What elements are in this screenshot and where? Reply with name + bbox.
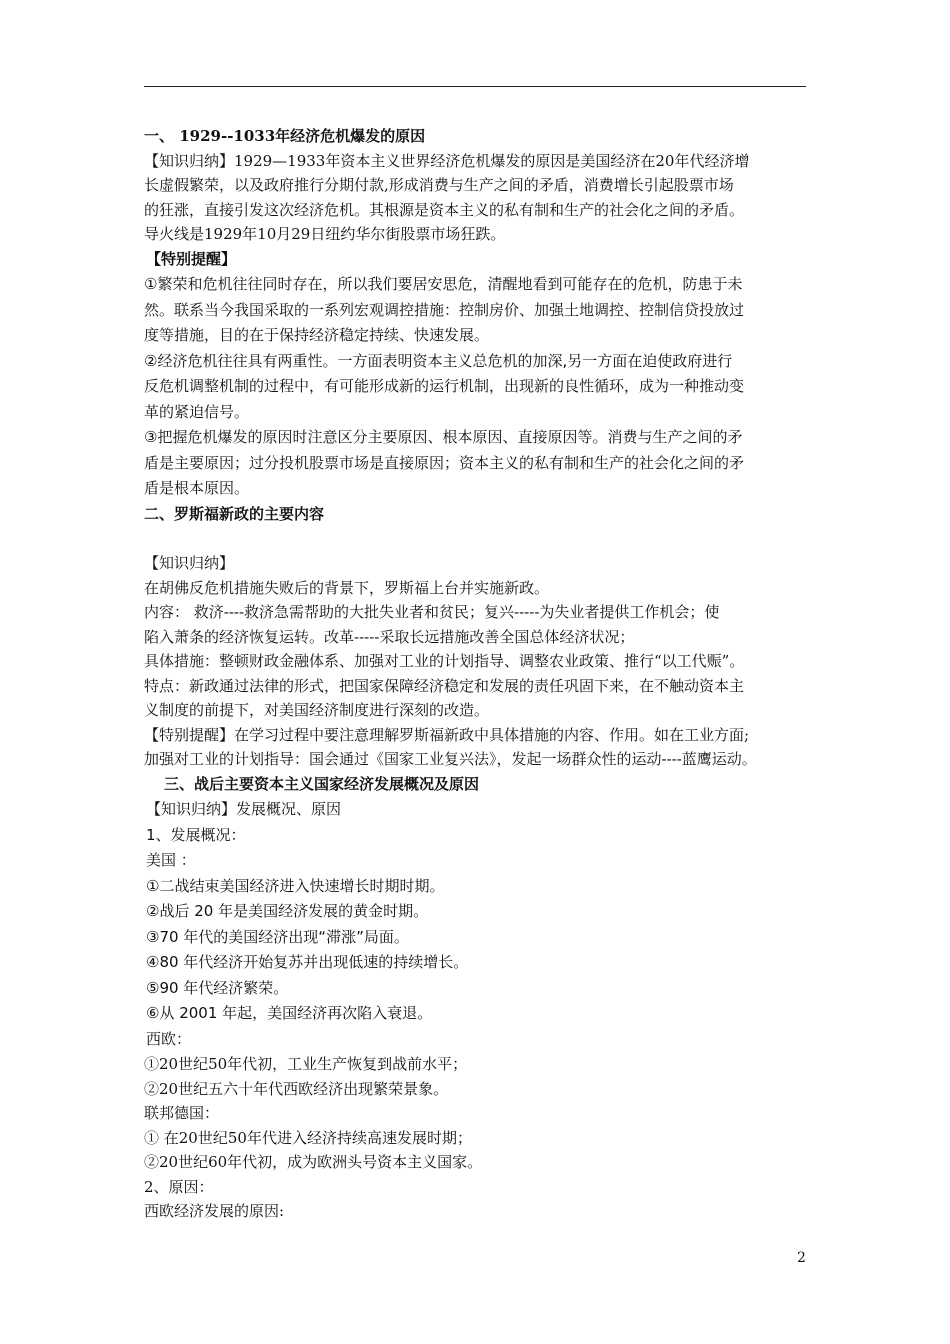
section-1-reminder-line: 盾是根本原因。 — [144, 479, 250, 497]
section-2-line: 特点：新政通过法律的形式，把国家保障经济稳定和发展的责任巩固下来，在不触动资本主 — [144, 676, 745, 695]
section-1-reminder-line: 度等措施，目的在于保持经济稳定持续、快速发展。 — [144, 326, 490, 344]
section-2-line: 内容： 救济----救济急需帮助的大批失业者和贫民；复兴-----为失业者提供工作机会；使 — [144, 603, 720, 621]
section-2-line: 义制度的前提下，对美国经济制度进行深刻的改造。 — [144, 701, 490, 719]
section-2-line: 【特别提醒】在学习过程中要注意理解罗斯福新政中具体措施的内容、作用。如在工业方面; — [144, 725, 750, 744]
section-3-heading: 三、战后主要资本主义国家经济发展概况及原因 — [164, 774, 480, 793]
section-1-reminder-line: 反危机调整机制的过程中，有可能形成新的运行机制，出现新的良性循环，成为一种推动变 — [144, 377, 745, 395]
document-body — [144, 124, 824, 1224]
section-3-line: ④80 年代经济开始复苏并出现低速的持续增长。 — [146, 953, 469, 971]
section-2-line: 具体措施：整顿财政金融体系、加强对工业的计划指导、调整农业政策、推行“以工代赈”。 — [144, 652, 745, 670]
section-1-reminder-line: ③把握危机爆发的原因时注意区分主要原因、根本原因、直接原因等。消费与生产之间的矛 — [144, 428, 743, 446]
section-1-reminder-line: 革的紧迫信号。 — [144, 402, 250, 421]
page-number: 2 — [797, 1250, 806, 1266]
section-1-line: 导火线是1929年10月29日纽约华尔街股票市场狂跌。 — [144, 225, 506, 243]
section-2-heading: 二、罗斯福新政的主要内容 — [144, 504, 325, 523]
section-3-line: ②20世纪五六十年代西欧经济出现繁荣景象。 — [144, 1079, 449, 1098]
section-3-line: ⑤90 年代经济繁荣。 — [146, 978, 289, 997]
section-3-line: ②战后 20 年是美国经济发展的黄金时期。 — [146, 902, 429, 920]
section-1-reminder-title: 【特别提醒】 — [146, 249, 237, 268]
section-3-line: ⑥从 2001 年起，美国经济再次陷入衰退。 — [146, 1004, 433, 1022]
section-1-line: 【知识归纳】1929—1933年资本主义世界经济危机爆发的原因是美国经济在20年代经济增 — [144, 151, 750, 170]
section-3-line: ②20世纪60年代初，成为欧洲头号资本主义国家。 — [144, 1153, 483, 1171]
section-1-heading: 一、 1929--1033年经济危机爆发的原因 — [144, 127, 426, 145]
section-3-line: 美国 ： — [146, 851, 196, 869]
section-1-reminder-line: 然。联系当今我国采取的一系列宏观调控措施：控制房价、加强土地调控、控制信贷投放过 — [144, 300, 745, 319]
section-3-line: ①二战结束美国经济进入快速增长时期时期。 — [146, 876, 445, 895]
section-3-line: 1、发展概况： — [146, 825, 246, 844]
section-3-line: 2、原因： — [144, 1177, 214, 1196]
section-3-line: 联邦德国： — [144, 1104, 220, 1122]
section-3-line: ③70 年代的美国经济出现“滞涨”局面。 — [146, 927, 409, 946]
section-1-line: 长虚假繁荣，以及政府推行分期付款,形成消费与生产之间的矛盾，消费增长引起股票市场 — [144, 176, 734, 194]
section-2-line: 在胡佛反危机措施失败后的背景下，罗斯福上台并实施新政。 — [144, 578, 550, 597]
section-3-line: 西欧经济发展的原因: — [144, 1202, 285, 1220]
section-1-reminder-line: ②经济危机往往具有两重性。一方面表明资本主义总危机的加深,另一方面在迫使政府进行 — [144, 351, 733, 370]
section-2-line: 【知识归纳】 — [144, 554, 235, 572]
section-1-reminder-line: 盾是主要原因；过分投机股票市场是直接原因；资本主义的私有制和生产的社会化之间的矛 — [144, 453, 745, 472]
section-2-line: 陷入萧条的经济恢复运转。改革-----采取长远措施改善全国总体经济状况； — [144, 627, 635, 646]
section-2-line: 加强对工业的计划指导：国会通过《国家工业复兴法》，发起一场群众性的运动----蓝鹰运动。 — [144, 750, 757, 768]
section-3-line: ①20世纪50年代初，工业生产恢复到战前水平； — [144, 1055, 468, 1073]
section-3-line: ① 在20世纪50年代进入经济持续高速发展时期； — [144, 1128, 472, 1147]
section-1-line: 的狂涨，直接引发这次经济危机。其根源是资本主义的私有制和生产的社会化之间的矛盾。 — [144, 200, 745, 219]
section-3-line: 西欧： — [146, 1029, 192, 1048]
section-3-line: 【知识归纳】发展概况、原因 — [146, 800, 342, 818]
header-rule — [144, 86, 806, 87]
section-1-reminder-line: ①繁荣和危机往往同时存在，所以我们要居安思危，清醒地看到可能存在的危机，防患于未 — [144, 275, 743, 293]
